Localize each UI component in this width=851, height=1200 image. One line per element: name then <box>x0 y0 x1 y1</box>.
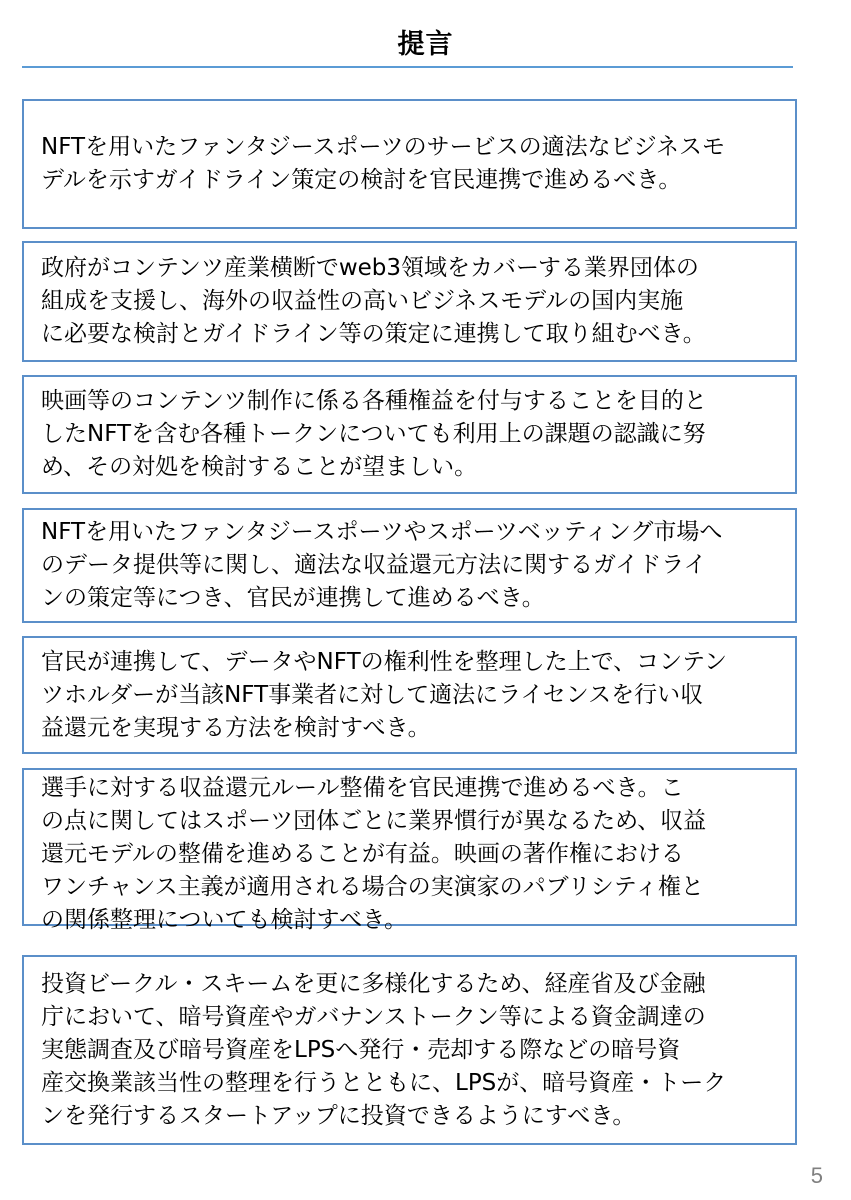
proposal-line: 益還元を実現する方法を検討すべき。 <box>41 714 431 741</box>
proposal-box-3 <box>22 375 797 494</box>
proposal-line: の関係整理についても検討すべき。 <box>41 907 408 933</box>
proposal-line: NFTを用いたファンタジースポーツやスポーツベッティング市場へ <box>41 519 723 545</box>
proposal-box-5 <box>22 636 797 754</box>
proposal-line: 産交換業該当性の整理を行うとともに、LPSが、暗号資産・トーク <box>41 1069 727 1096</box>
proposal-box-2 <box>22 241 797 362</box>
title-divider <box>22 66 793 68</box>
proposal-line: 官民が連携して、データやNFTの権利性を整理した上で、コンテン <box>41 648 728 675</box>
proposal-line: に必要な検討とガイドライン等の策定に連携して取り組むべき。 <box>41 321 706 347</box>
proposal-line: 還元モデルの整備を進めることが有益。映画の著作権における <box>41 841 684 867</box>
proposal-box-1 <box>22 99 797 229</box>
proposal-line: 映画等のコンテンツ制作に係る各種権益を付与することを目的と <box>41 388 707 414</box>
proposal-line: ンを発行するスタートアップに投資できるようにすべき。 <box>41 1102 636 1129</box>
proposal-line: 実態調査及び暗号資産をLPSへ発行・売却する際などの暗号資 <box>41 1036 681 1063</box>
proposal-line: 庁において、暗号資産やガバナンストークン等による資金調達の <box>41 1003 706 1030</box>
proposal-line: 投資ビークル・スキームを更に多様化するため、経産省及び金融 <box>41 970 706 997</box>
proposal-line: め、その対処を検討することが望ましい。 <box>41 454 478 480</box>
page-number: 5 <box>810 1163 823 1188</box>
proposal-box-7 <box>22 955 797 1145</box>
proposal-line: のデータ提供等に関し、適法な収益還元方法に関するガイドライ <box>41 552 707 578</box>
proposal-line: 組成を支援し、海外の収益性の高いビジネスモデルの国内実施 <box>41 288 684 314</box>
proposal-line: NFTを用いたファンタジースポーツのサービスの適法なビジネスモ <box>41 134 725 160</box>
proposal-line: ワンチャンス主義が適用される場合の実演家のパブリシティ権と <box>41 874 704 900</box>
proposal-line: ツホルダーが当該NFT事業者に対して適法にライセンスを行い収 <box>41 681 704 708</box>
proposal-line: したNFTを含む各種トークンについても利用上の課題の認識に努 <box>41 421 706 447</box>
proposal-line: 政府がコンテンツ産業横断でweb3領域をカバーする業界団体の <box>41 255 699 281</box>
proposal-box-6 <box>22 768 797 933</box>
page-title: 提言 <box>397 29 454 60</box>
proposal-line: 選手に対する収益還元ルール整備を官民連携で進めるべき。こ <box>41 775 684 801</box>
proposal-line: デルを示すガイドライン策定の検討を官民連携で進めるべき。 <box>41 167 682 193</box>
proposal-box-4 <box>22 508 797 623</box>
proposal-line: の点に関してはスポーツ団体ごとに業界慣行が異なるため、収益 <box>41 808 707 834</box>
proposal-line: ンの策定等につき、官民が連携して進めるべき。 <box>41 585 545 611</box>
